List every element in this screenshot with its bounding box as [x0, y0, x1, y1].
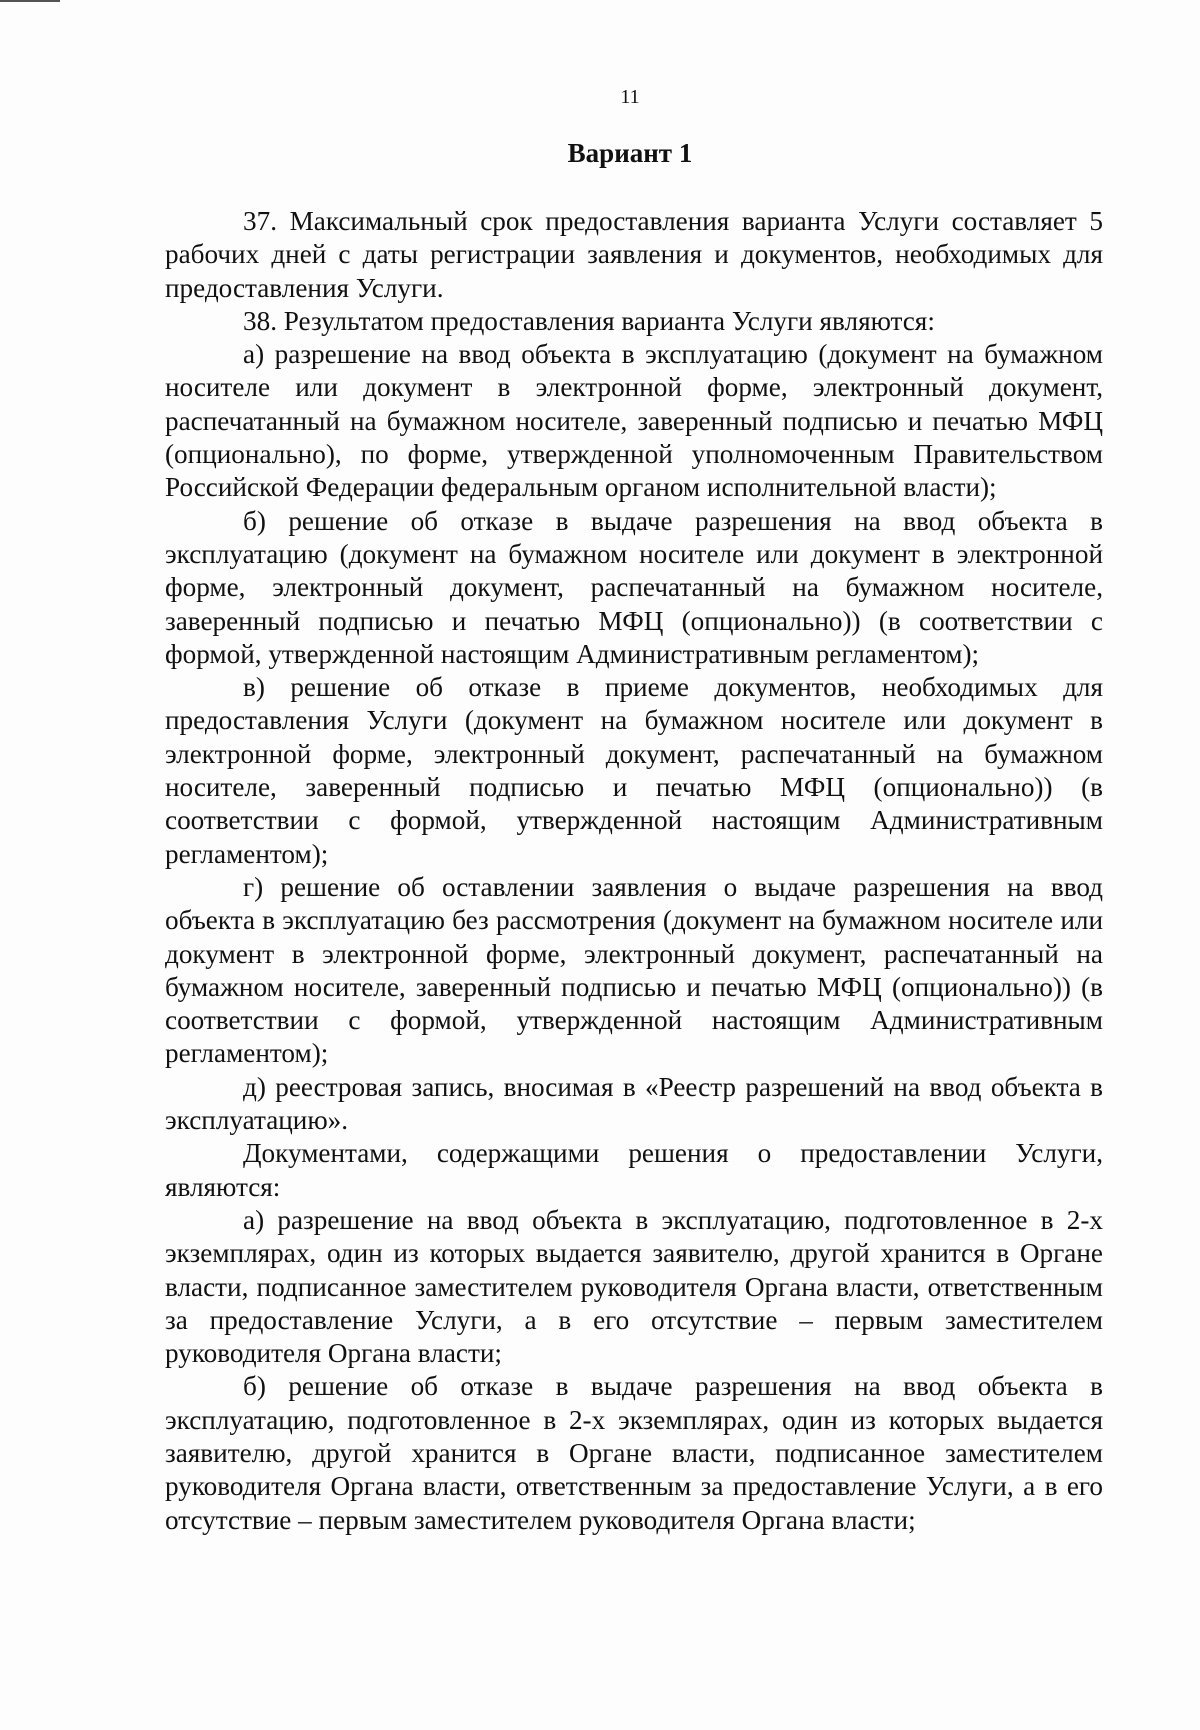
- paragraph-documents-intro: Документами, содержащими решения о предоставлении Услуги, являются:: [165, 1138, 1103, 1202]
- page-number: 11: [620, 86, 640, 108]
- paragraph-item-g: г) решение об оставлении заявления о выдаче разрешения на ввод объекта в эксплуатацию без рассмотрения (документ на бумажном носителе или документ в электронной форме, электронный документ, распечатанный на бумажном носителе, заверенный подписью и печатью МФЦ (опционально)) (в соответствии с формой, утвержденной настоящим Административным регламентом);: [165, 871, 1103, 1069]
- document-body: [165, 205, 1103, 1537]
- paragraph-doc-item-a: а) разрешение на ввод объекта в эксплуатацию, подготовленное в 2-х экземплярах, один из которых выдается заявителю, другой хранится в Органе власти, подписанное заместителем руководителя Органа власти, ответственным за предоставление Услуги, а в его отсутствие – первым заместителем руководителя Органа власти;: [165, 1204, 1103, 1369]
- scan-edge-mark: [0, 0, 60, 2]
- paragraph-item-a: а) разрешение на ввод объекта в эксплуатацию (документ на бумажном носителе или документ в электронной форме, электронный документ, распечатанный на бумажном носителе, заверенный подписью и печатью МФЦ (опционально), по форме, утвержденной уполномоченным Правительством Российской Федерации федеральным органом исполнительной власти);: [165, 339, 1103, 503]
- section-heading: Вариант 1: [567, 138, 693, 168]
- paragraph-item-d: д) реестровая запись, вносимая в «Реестр разрешений на ввод объекта в эксплуатацию».: [165, 1071, 1103, 1136]
- paragraph-38: 38. Результатом предоставления варианта Услуги являются:: [243, 305, 935, 336]
- paragraph-item-b: б) решение об отказе в выдаче разрешения на ввод объекта в эксплуатацию (документ на бумажном носителе или документ в электронной форме, электронный документ, распечатанный на бумажном носителе, заверенный подписью и печатью МФЦ (опционально)) (в соответствии с формой, утвержденной настоящим Административным регламентом);: [165, 505, 1103, 669]
- paragraph-item-v: в) решение об отказе в приеме документов, необходимых для предоставления Услуги (документ на бумажном носителе или документ в электронной форме, электронный документ, распечатанный на бумажном носителе, заверенный подписью и печатью МФЦ (опционально)) (в соответствии с формой, утвержденной настоящим Административным регламентом);: [165, 672, 1103, 869]
- paragraph-doc-item-b: б) решение об отказе в выдаче разрешения на ввод объекта в эксплуатацию, подготовленное в 2-х экземплярах, один из которых выдается заявителю, другой хранится в Органе власти, подписанное заместителем руководителя Органа власти, ответственным за предоставление Услуги, а в его отсутствие – первым заместителем руководителя Органа власти;: [165, 1371, 1103, 1535]
- paragraph-37: 37. Максимальный срок предоставления варианта Услуги составляет 5 рабочих дней с даты регистрации заявления и документов, необходимых для предоставления Услуги.: [165, 206, 1103, 303]
